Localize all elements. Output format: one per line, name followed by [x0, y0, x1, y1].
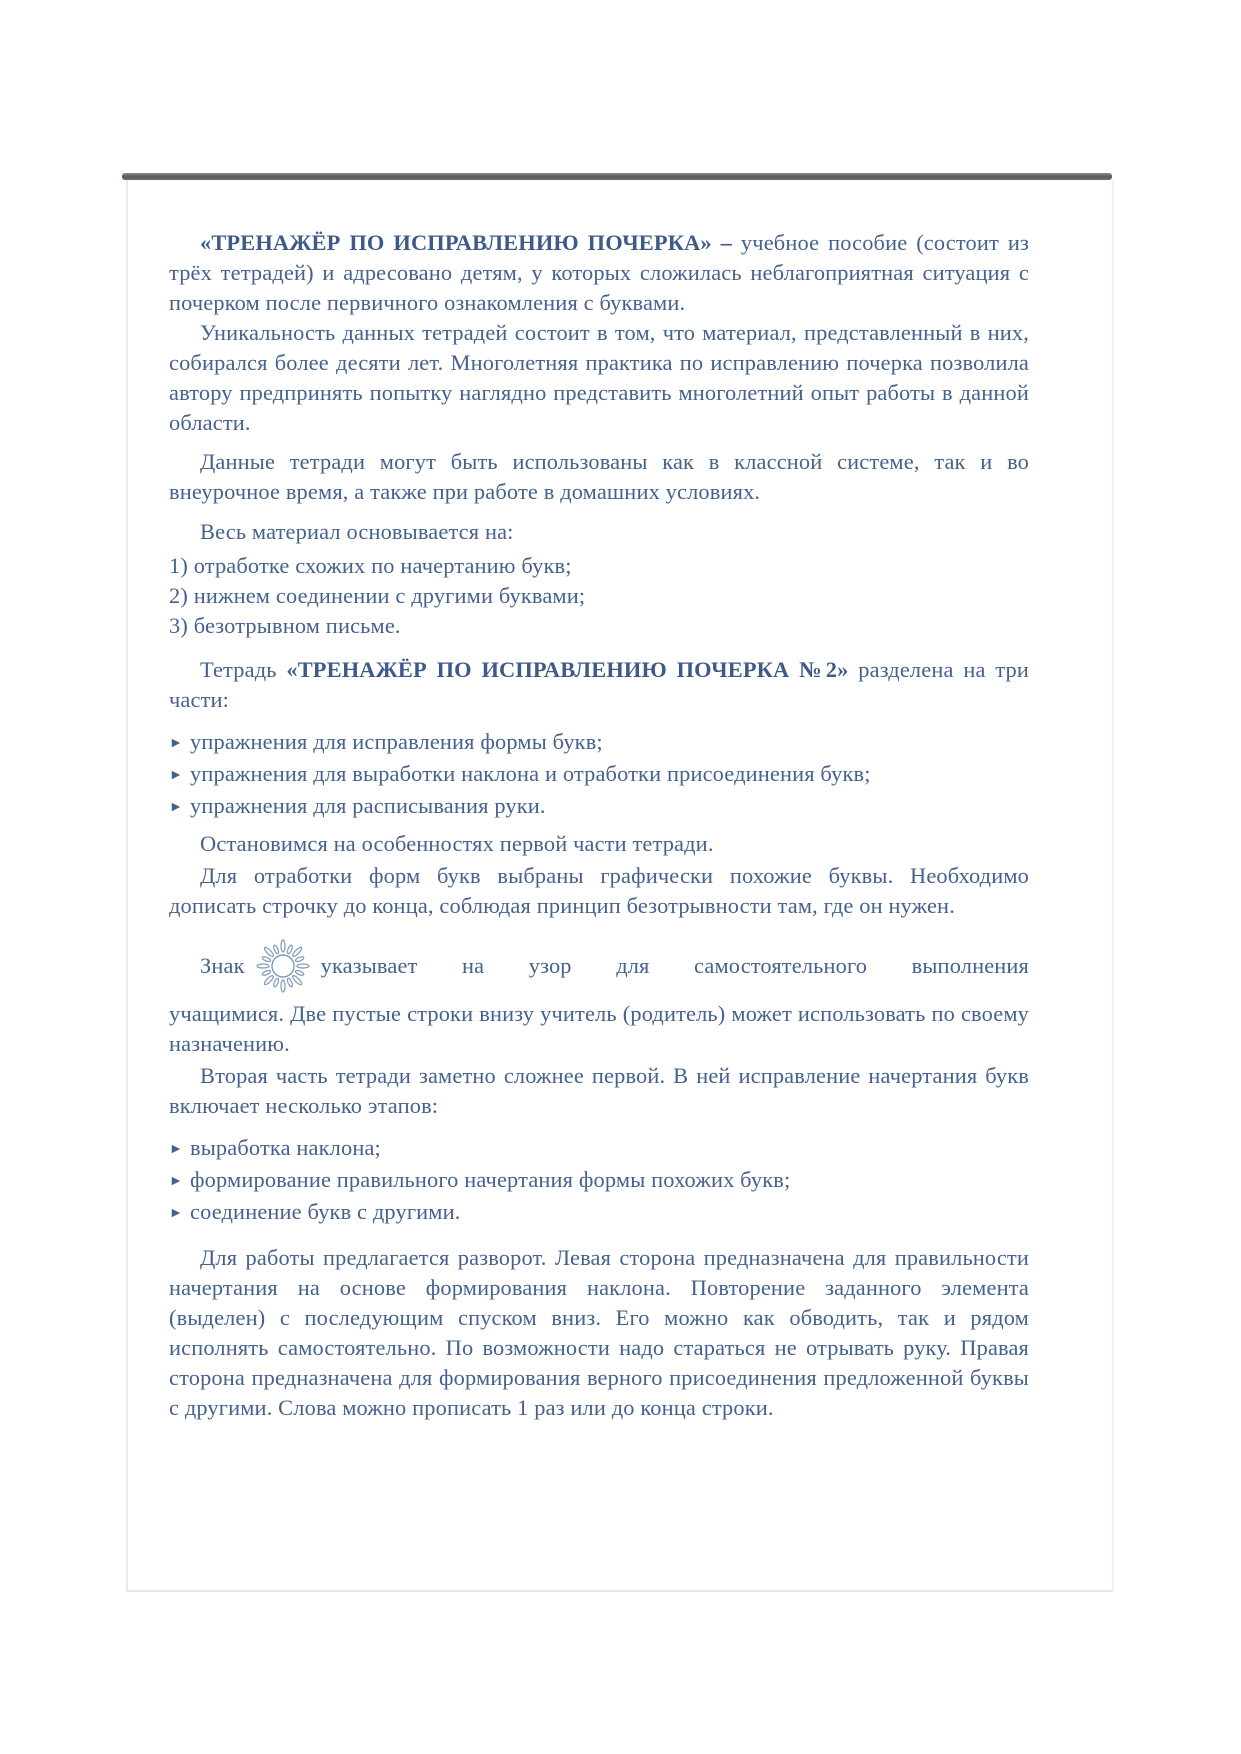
list-item: ► упражнения для расписывания руки.	[169, 791, 1029, 823]
first-part-paragraph: Для отработки форм букв выбраны графически похожие буквы. Необходимо дописать строчку до конца, соблюдая принцип безотрывности там, где он нужен.	[169, 863, 1029, 918]
uniqueness-paragraph: Уникальность данных тетрадей состоит в том, что материал, представленный в них, собирался более десяти лет. Многолетняя практика по исправлению почерка позволила автору предпринять попытку наглядно представить многолетний опыт работы в данной области.	[169, 320, 1029, 435]
basis-list	[169, 551, 1029, 641]
list-item: ► упражнения для исправления формы букв;	[169, 727, 1029, 759]
stages-list	[169, 1133, 1029, 1229]
sign-line: Знак указывает на узор для самостоятельного выполнения	[169, 937, 1029, 995]
document-body	[169, 228, 1029, 1423]
list-item: 3) безотрывном письме.	[169, 613, 401, 638]
list-item: ► формирование правильного начертания формы похожих букв;	[169, 1165, 1029, 1197]
list-item: ► упражнения для выработки наклона и отработки присоединения букв;	[169, 759, 1029, 791]
sun-icon	[253, 936, 313, 996]
bullet-triangle-icon: ►	[169, 1206, 184, 1221]
spread-paragraph: Для работы предлагается разворот. Левая сторона предназначена для правильности начертания на основе формирования наклона. Повторение заданного элемента (выделен) с последующим спуском вниз. Его можно как обводить, так и рядом исполнять самостоятельно. По возможности надо стараться не отрывать руку. Правая сторона предназначена для формирования верного присоединения предложенной буквы с другими. Слова можно прописать 1 раз или до конца строки.	[169, 1245, 1029, 1420]
bullet-triangle-icon: ►	[169, 1142, 184, 1157]
first-part-heading: Остановимся на особенностях первой части тетради.	[200, 831, 714, 856]
notebook2-paragraph: Тетрадь «ТРЕНАЖЁР ПО ИСПРАВЛЕНИЮ ПОЧЕРКА №2» разделена на три части:	[169, 657, 1030, 712]
page-top-rule	[122, 173, 1112, 180]
list-item: 2) нижнем соединении с другими буквами;	[169, 583, 586, 608]
list-item: ► соединение букв с другими.	[169, 1197, 1029, 1229]
parts-list	[169, 727, 1029, 823]
intro-paragraph: «ТРЕНАЖЁР ПО ИСПРАВЛЕНИЮ ПОЧЕРКА» – учебное пособие (состоит из трёх тетрадей) и адресовано детям, у которых сложилась неблагоприятная ситуация с почерком после первичного ознакомления с буквами.	[169, 230, 1029, 315]
title-bold: «ТРЕНАЖЁР ПО ИСПРАВЛЕНИЮ ПОЧЕРКА» –	[200, 230, 733, 255]
bullet-triangle-icon: ►	[169, 736, 184, 751]
list-item: ► выработка наклона;	[169, 1133, 1029, 1165]
bullet-triangle-icon: ►	[169, 768, 184, 783]
list-item: 1) отработке схожих по начертанию букв;	[169, 553, 572, 578]
second-part-paragraph: Вторая часть тетради заметно сложнее первой. В ней исправление начертания букв включает несколько этапов:	[169, 1063, 1029, 1118]
usage-paragraph: Данные тетради могут быть использованы как в классной системе, так и во внеурочное время, а также при работе в домашних условиях.	[169, 449, 1029, 504]
sign-continuation: учащимися. Две пустые строки внизу учитель (родитель) может использовать по своему назначению.	[169, 1001, 1029, 1056]
basis-paragraph: Весь материал основывается на:	[200, 519, 514, 544]
notebook2-title-bold: «ТРЕНАЖЁР ПО ИСПРАВЛЕНИЮ ПОЧЕРКА №2»	[286, 657, 849, 682]
bullet-triangle-icon: ►	[169, 800, 184, 815]
bullet-triangle-icon: ►	[169, 1174, 184, 1189]
